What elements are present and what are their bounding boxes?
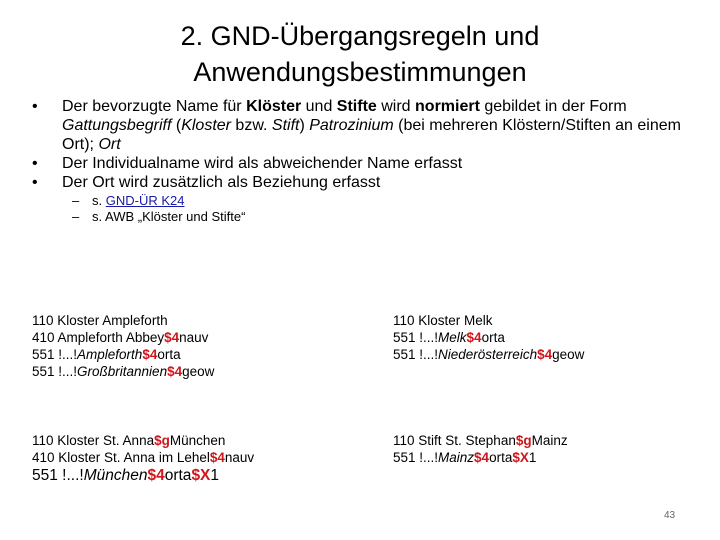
- example-line: 551 !...!Niederösterreich$4geow: [393, 347, 585, 362]
- example-line: 410 Ampleforth Abbey$4nauv: [32, 330, 209, 345]
- bullet-dot-icon: •: [32, 174, 38, 191]
- example-st-anna: [32, 432, 254, 485]
- example-line: 110 Stift St. Stephan$gMainz: [393, 433, 568, 448]
- sub-item-gnd-ur: – s. GND-ÜR K24: [72, 193, 185, 208]
- bullet-dot-icon: •: [32, 98, 38, 115]
- example-line: 410 Kloster St. Anna im Lehel$4nauv: [32, 450, 255, 465]
- example-line: 110 Kloster Melk: [393, 313, 493, 328]
- example-line: 110 Kloster St. Anna$gMünchen: [32, 433, 226, 448]
- gnd-ur-k24-link[interactable]: GND-ÜR K24: [105, 193, 185, 208]
- bullet-list: [32, 97, 712, 192]
- bullet-item-preferred-name: • Der bevorzugte Name für Klöster und Stifte wird normiert gebildet in der Form Gattungsbegriff (Kloster bzw. Stift) Patrozinium (bei mehreren Klöstern/Stiften an einem Ort); Ort: [32, 98, 681, 153]
- dash-icon: –: [72, 193, 80, 208]
- example-st-stephan: [393, 432, 568, 466]
- sub-bullet-list: [72, 193, 245, 225]
- example-line: 551 !...!München$4orta$X1: [32, 467, 220, 484]
- example-line: 110 Kloster Ampleforth: [32, 313, 168, 328]
- term-normiert: normiert: [415, 98, 480, 115]
- example-line: 551 !...!Großbritannien$4geow: [32, 364, 215, 379]
- slide-title: [90, 18, 630, 90]
- title-line-2: Anwendungsbestimmungen: [193, 57, 527, 87]
- example-line: 551 !...!Melk$4orta: [393, 330, 505, 345]
- example-line: 551 !...!Mainz$4orta$X1: [393, 450, 537, 465]
- title-line-1: 2. GND-Übergangsregeln und: [180, 21, 540, 51]
- term-kloester: Klöster: [246, 98, 302, 115]
- bullet-item-place-relation: • Der Ort wird zusätzlich als Beziehung erfasst: [32, 174, 381, 191]
- dash-icon: –: [72, 209, 80, 224]
- example-line: 551 !...!Ampleforth$4orta: [32, 347, 181, 362]
- page-number: 43: [664, 510, 676, 521]
- term-stifte: Stifte: [336, 98, 377, 115]
- sub-item-awb: – s. AWB „Klöster und Stifte“: [72, 209, 246, 224]
- bullet-item-individual-name: • Der Individualname wird als abweichender Name erfasst: [32, 155, 463, 172]
- example-melk: [393, 312, 584, 363]
- example-ampleforth: [32, 312, 214, 380]
- bullet-dot-icon: •: [32, 155, 38, 172]
